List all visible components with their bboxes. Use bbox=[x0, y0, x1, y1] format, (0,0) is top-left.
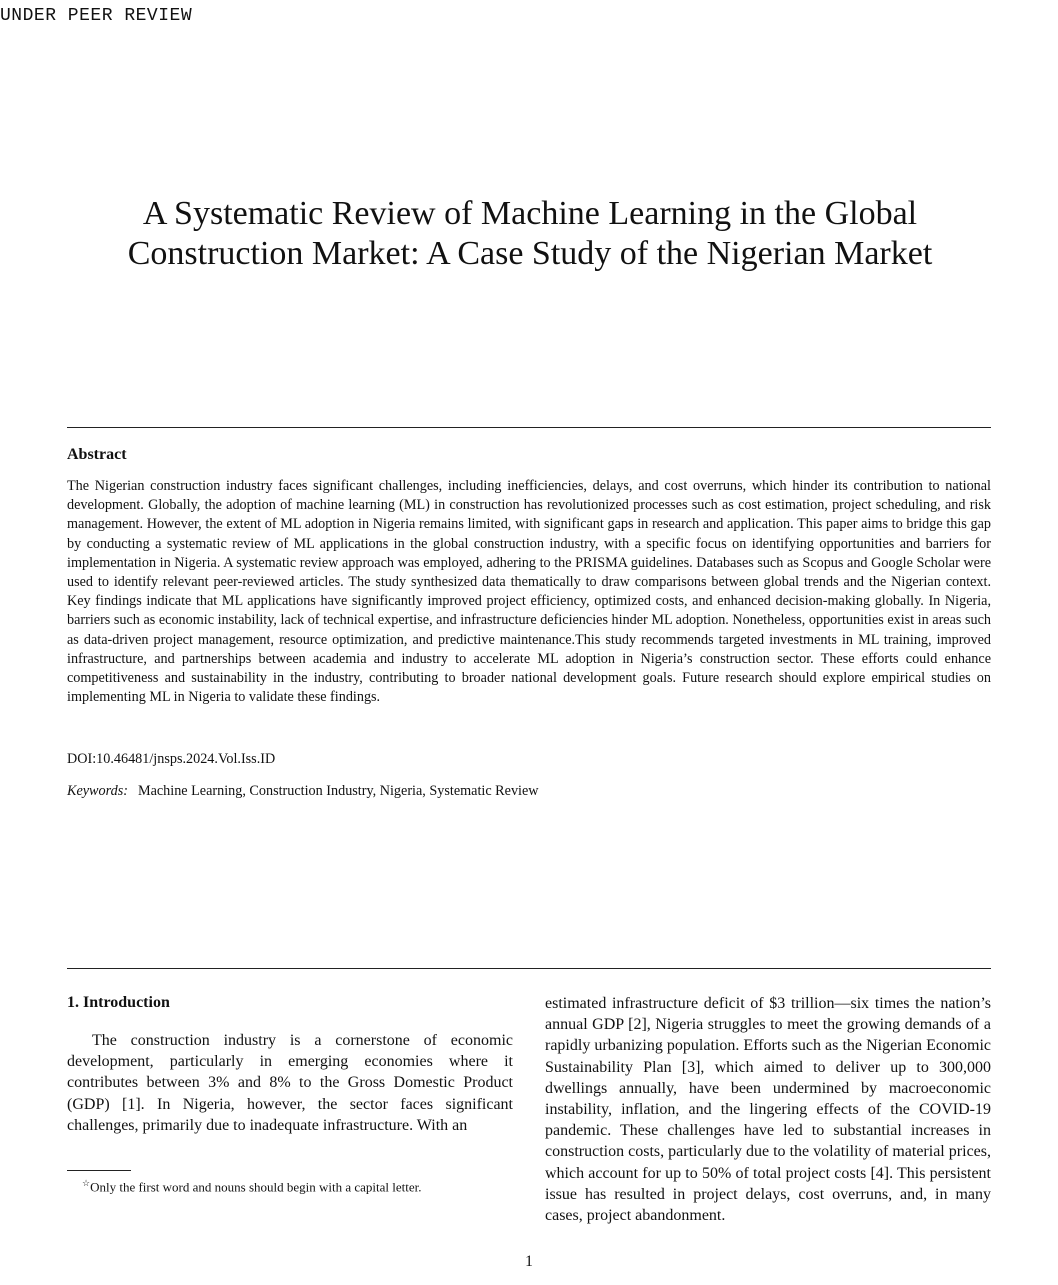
keywords-label: Keywords: bbox=[67, 783, 128, 799]
abstract-heading: Abstract bbox=[67, 446, 127, 463]
intro-paragraph-left: The construction industry is a cornerstone of economic development, particularly in emerging economies where it contributes between 3% and 8% to the Gross Domestic Product (GDP) [1]. In Nigeria, however, the sector faces significant challenges, primarily due to inadequate infrastructure. With an bbox=[67, 1032, 513, 1134]
abstract-text: The Nigerian construction industry faces significant challenges, including inefficiencies, delays, and cost overruns, which hinder its contribution to national development. Globally, the adoption of machine learning (ML) in construction has revolutionized processes such as cost estimation, project scheduling, and risk management. However, the extent of ML adoption in Nigeria remains limited, with significant gaps in research and application. This paper aims to bridge this gap by conducting a systematic review of ML applications in the global construction industry, with a specific focus on identifying opportunities and barriers for implementation in Nigeria. A systematic review approach was employed, adhering to the PRISMA guidelines. Databases such as Scopus and Google Scholar were used to identify relevant peer-reviewed articles. The study synthesized data thematically to draw comparisons between global trends and the Nigerian context. Key findings indicate that ML applications have significantly improved project efficiency, optimized costs, and enhanced decision-making globally. In Nigeria, barriers such as economic instability, lack of technical expertise, and infrastructure deficiencies hinder ML adoption. Nonetheless, opportunities exist in areas such as data-driven project management, resource optimization, and predictive maintenance.This study recommends targeted investments in ML training, improved infrastructure, and partnerships between academia and industry to accelerate ML adoption in Nigeria’s construction sector. These efforts could enhance competitiveness and sustainability in the industry, contributing to broader national development goals. Future research should explore empirical studies on implementing ML in Nigeria to validate these findings. bbox=[67, 478, 991, 706]
review-watermark: UNDER PEER REVIEW bbox=[0, 6, 193, 26]
footnote-text: Only the first word and nouns should begin with a capital letter. bbox=[90, 1179, 422, 1195]
title-line-2: Construction Market: A Case Study of the Nigerian Market bbox=[127, 235, 933, 272]
intro-paragraph-right: estimated infrastructure deficit of $3 trillion—six times the nation’s annual GDP [2], Nigeria struggles to meet the growing demands of a rapidly urbanizing population. Efforts such as the Nigerian Economic Sustainability Plan [3], which aimed to deliver up to 300,000 dwellings annually, have been undermined by macroeconomic instability, inflation, and the lingering effects of the COVID-19 pandemic. These challenges have led to substantial increases in construction costs, particularly due to the volatility of material prices, which account for up to 50% of total project costs [4]. This persistent issue has resulted in project delays, cost overruns, and, in many cases, project abandonment. bbox=[545, 995, 991, 1225]
footnote bbox=[82, 1178, 422, 1195]
paper-title bbox=[60, 194, 1000, 274]
footnote-divider bbox=[67, 1170, 131, 1171]
page-number: 1 bbox=[525, 1253, 533, 1270]
left-column bbox=[67, 994, 513, 1136]
footnote-marker: ☆ bbox=[82, 1178, 91, 1188]
keywords-text: Machine Learning, Construction Industry, Nigeria, Systematic Review bbox=[137, 783, 539, 799]
doi: DOI:10.46481/jnsps.2024.Vol.Iss.ID bbox=[67, 751, 276, 767]
section-heading-introduction: 1. Introduction bbox=[67, 994, 170, 1011]
title-line-1: A Systematic Review of Machine Learning in the Global bbox=[142, 195, 918, 232]
keywords bbox=[67, 783, 539, 800]
right-column bbox=[545, 993, 991, 1226]
top-divider bbox=[67, 427, 991, 428]
abstract-bottom-divider bbox=[67, 968, 991, 969]
